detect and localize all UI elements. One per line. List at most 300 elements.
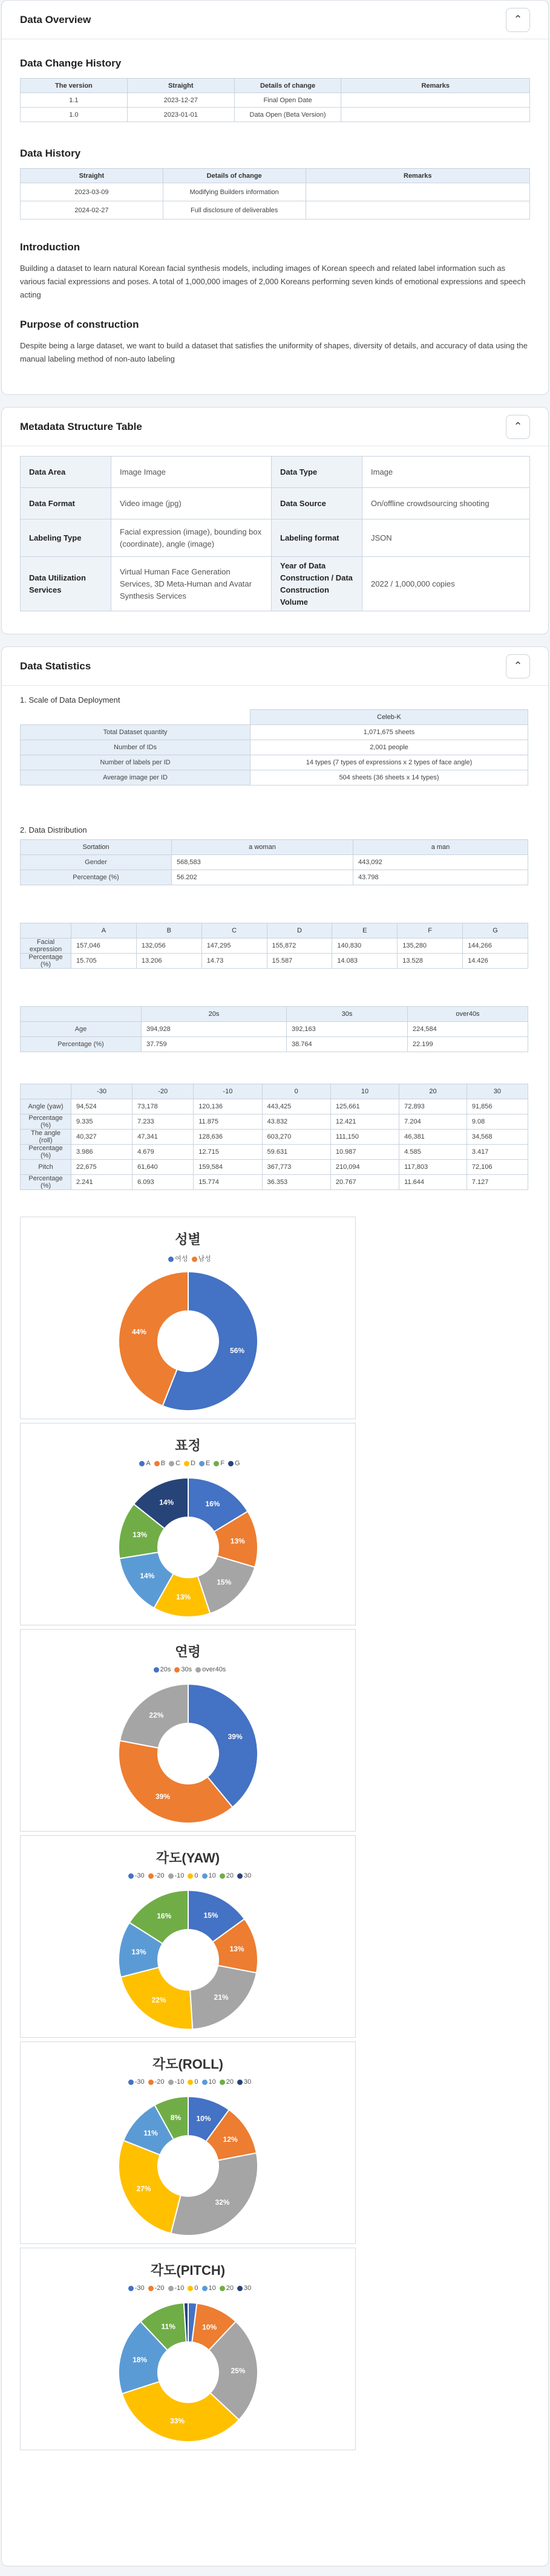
- donut-chart-card: [20, 2248, 356, 2450]
- cell: 2024-02-27: [21, 201, 163, 220]
- cell: 147,295: [201, 938, 267, 954]
- slice-label: 22%: [149, 1711, 164, 1720]
- cell: 159,584: [194, 1160, 262, 1175]
- table-row: [21, 1175, 528, 1190]
- legend-label: -10: [174, 1872, 185, 1879]
- donut-chart: [113, 2090, 264, 2242]
- legend-label: 30: [244, 2285, 252, 2292]
- meta-key: Labeling Type: [21, 519, 111, 557]
- col-header: [21, 1084, 71, 1099]
- table-row: [21, 755, 528, 770]
- cell: 40,327: [71, 1130, 133, 1145]
- cell: 394,928: [142, 1022, 287, 1037]
- col-header: Celeb-K: [250, 710, 528, 725]
- cell: 224,584: [408, 1022, 528, 1037]
- row-label: Number of IDs: [21, 740, 250, 755]
- cell: 13.528: [398, 954, 463, 969]
- slice-label: 8%: [170, 2113, 182, 2122]
- meta-value: JSON: [362, 519, 530, 557]
- legend-swatch: [188, 2286, 193, 2291]
- cell: 6.093: [133, 1175, 194, 1190]
- cell: 34,568: [467, 1130, 528, 1145]
- col-header: A: [71, 923, 137, 938]
- chart-legend: [21, 1254, 355, 1263]
- legend-swatch: [237, 1873, 243, 1879]
- cell: 91,856: [467, 1099, 528, 1114]
- meta-value: Facial expression (image), bounding box (coordinate), angle (image): [111, 519, 272, 557]
- table-row: [21, 1099, 528, 1114]
- legend-label: 10: [208, 1872, 216, 1879]
- legend-swatch: [188, 2080, 193, 2085]
- cell: 155,872: [267, 938, 332, 954]
- legend-swatch: [168, 1257, 174, 1262]
- table-row: [21, 1130, 528, 1145]
- chart-title: 각도(ROLL): [152, 2057, 224, 2072]
- cell: [306, 183, 530, 201]
- row-label: Number of labels per ID: [21, 755, 250, 770]
- col-header: a man: [353, 840, 528, 855]
- intro-heading: Introduction: [20, 241, 80, 253]
- cell: 125,661: [330, 1099, 399, 1114]
- legend-swatch: [202, 2080, 208, 2085]
- slice-label: 16%: [157, 1911, 172, 1921]
- cell: 111,150: [330, 1130, 399, 1145]
- cell: 367,773: [262, 1160, 330, 1175]
- slice-label: 16%: [205, 1500, 220, 1509]
- table-row: [21, 855, 528, 870]
- cell: 12.715: [194, 1145, 262, 1160]
- cell: 38.764: [287, 1037, 408, 1052]
- row-label: Percentage (%): [21, 1037, 142, 1052]
- legend-swatch: [199, 1461, 205, 1466]
- meta-key: Labeling format: [272, 519, 362, 557]
- table-row: [21, 938, 528, 954]
- donut-chart: [113, 1472, 264, 1623]
- legend-swatch: [192, 1257, 197, 1262]
- cell: 120,136: [194, 1099, 262, 1114]
- meta-key: Data Source: [272, 488, 362, 519]
- table-row: [21, 770, 528, 785]
- scale-label: 1. Scale of Data Deployment: [20, 695, 120, 704]
- meta-key: Data Type: [272, 457, 362, 488]
- intro-text: Building a dataset to learn natural Korean facial synthesis models, including images of Korean speech and related label information such as various facial expressions and poses. A total of 1,000,000 images of 2,000 Koreans performing seven kinds of emotional expressions and speech acting: [20, 264, 526, 299]
- legend-label: -30: [134, 1872, 145, 1879]
- cell: 14.083: [332, 954, 398, 969]
- row-label: Percentage (%): [21, 1145, 71, 1160]
- legend-swatch: [168, 2286, 174, 2291]
- meta-value: On/offline crowdsourcing shooting: [362, 488, 530, 519]
- cell: 2,001 people: [250, 740, 528, 755]
- cell: 140,830: [332, 938, 398, 954]
- slice-label: 15%: [217, 1578, 232, 1587]
- legend-label: 남성: [198, 1255, 211, 1263]
- col-header: a woman: [172, 840, 353, 855]
- legend-label: 10: [208, 2285, 216, 2292]
- col-header: 20: [399, 1084, 467, 1099]
- legend-swatch: [148, 2286, 154, 2291]
- table-row: [21, 183, 530, 201]
- legend-label: -10: [174, 2078, 185, 2086]
- meta-key: Data Area: [21, 457, 111, 488]
- legend-label: -10: [174, 2285, 185, 2292]
- table-row: [21, 1114, 528, 1130]
- col-header: Details of change: [163, 169, 306, 183]
- col-header: 30: [467, 1084, 528, 1099]
- row-label: Pitch: [21, 1160, 71, 1175]
- cell: 46,381: [399, 1130, 467, 1145]
- angle-table: [20, 1084, 528, 1190]
- cell: 14.73: [201, 954, 267, 969]
- legend-label: B: [160, 1460, 166, 1467]
- legend-label: 0: [194, 1872, 198, 1879]
- table-row: [21, 1022, 528, 1037]
- donut-chart: [113, 1266, 264, 1417]
- legend-label: 0: [194, 2285, 198, 2292]
- statistics-panel: [1, 646, 549, 2566]
- legend-swatch: [174, 1667, 180, 1673]
- age-table: [20, 1006, 528, 1052]
- meta-value: Virtual Human Face Generation Services, 3D Meta-Human and Avatar Synthesis Services: [111, 557, 272, 611]
- cell: 22.199: [408, 1037, 528, 1052]
- scale-table: [20, 709, 528, 785]
- cell: 43.832: [262, 1114, 330, 1130]
- slice-label: 14%: [159, 1498, 174, 1507]
- legend-label: -20: [154, 2285, 165, 2292]
- cell: 9.08: [467, 1114, 528, 1130]
- table-row: [21, 108, 530, 122]
- cell: 117,803: [399, 1160, 467, 1175]
- collapse-chevron-icon[interactable]: ⌃: [506, 415, 530, 439]
- data-history-heading: Data History: [20, 148, 81, 159]
- row-label: Percentage (%): [21, 1175, 71, 1190]
- donut-chart-card: [20, 2041, 356, 2244]
- legend-label: 여성: [175, 1255, 188, 1263]
- cell: 504 sheets (36 sheets x 14 types): [250, 770, 528, 785]
- table-row: [21, 1145, 528, 1160]
- table-row: [21, 201, 530, 220]
- cell: [341, 108, 530, 122]
- slice-label: 32%: [215, 2198, 230, 2207]
- cell: 72,106: [467, 1160, 528, 1175]
- overview-panel: [1, 0, 549, 395]
- change-history-heading: Data Change History: [20, 57, 122, 69]
- table-row: [21, 740, 528, 755]
- cell: 12.421: [330, 1114, 399, 1130]
- cell: 443,425: [262, 1099, 330, 1114]
- cell: 1.0: [21, 108, 128, 122]
- cell: 2023-12-27: [127, 93, 234, 108]
- chart-legend: [21, 1666, 355, 1673]
- col-header: 20s: [142, 1007, 287, 1022]
- cell: 15.774: [194, 1175, 262, 1190]
- legend-swatch: [202, 1873, 208, 1879]
- cell: 15.705: [71, 954, 137, 969]
- slice-label: 21%: [214, 1992, 229, 2002]
- cell: 14 types (7 types of expressions x 2 types of face angle): [250, 755, 528, 770]
- col-header: -30: [71, 1084, 133, 1099]
- cell: 4.585: [399, 1145, 467, 1160]
- legend-swatch: [237, 2080, 243, 2085]
- distribution-label: 2. Data Distribution: [20, 825, 87, 834]
- cell: 37.759: [142, 1037, 287, 1052]
- cell: 2023-01-01: [127, 108, 234, 122]
- cell: Modifying Builders information: [163, 183, 306, 201]
- table-row: [21, 519, 530, 557]
- slice-label: 12%: [223, 2135, 238, 2144]
- chart-title: 각도(YAW): [156, 1850, 220, 1865]
- cell: 73,178: [133, 1099, 194, 1114]
- row-label: Angle (yaw): [21, 1099, 71, 1114]
- row-label: Total Dataset quantity: [21, 725, 250, 740]
- metadata-table: [20, 456, 530, 611]
- slice-label: 39%: [228, 1732, 243, 1742]
- gender-table: [20, 839, 528, 885]
- slice-label: 10%: [196, 2114, 211, 2123]
- legend-label: 20s: [160, 1666, 171, 1673]
- collapse-chevron-icon[interactable]: ⌃: [506, 654, 530, 678]
- row-label: Facial expression: [21, 938, 71, 954]
- col-header: Remarks: [306, 169, 530, 183]
- donut-chart: [113, 2297, 264, 2448]
- cell: 157,046: [71, 938, 137, 954]
- legend-label: F: [220, 1460, 225, 1467]
- metadata-header[interactable]: [2, 408, 548, 446]
- metadata-title: Metadata Structure Table: [20, 420, 142, 432]
- cell: Full disclosure of deliverables: [163, 201, 306, 220]
- donut-chart-card: [20, 1423, 356, 1625]
- legend-swatch: [220, 1873, 225, 1879]
- donut-chart-card: [20, 1217, 356, 1419]
- cell: [341, 93, 530, 108]
- slice-label: 22%: [151, 1995, 166, 2005]
- slice-label: 11%: [143, 2129, 158, 2138]
- col-header: over40s: [408, 1007, 528, 1022]
- col-header: F: [398, 923, 463, 938]
- row-label: Percentage (%): [21, 870, 172, 885]
- cell: 14.426: [463, 954, 528, 969]
- legend-swatch: [184, 1461, 189, 1466]
- col-header: -10: [194, 1084, 262, 1099]
- cell: 36.353: [262, 1175, 330, 1190]
- legend-label: C: [175, 1460, 181, 1467]
- donut-chart: [113, 1884, 264, 2035]
- slice-label: 56%: [230, 1346, 245, 1355]
- legend-label: A: [146, 1460, 151, 1467]
- cell: 20.767: [330, 1175, 399, 1190]
- data-history-table: [20, 168, 530, 220]
- col-header: The version: [21, 79, 128, 93]
- chart-title: 각도(PITCH): [150, 2263, 226, 2278]
- cell: 15.587: [267, 954, 332, 969]
- legend-label: D: [191, 1460, 195, 1467]
- col-header: [21, 923, 71, 938]
- cell: 2.241: [71, 1175, 133, 1190]
- metadata-panel: [1, 407, 549, 634]
- legend-label: 20: [226, 2285, 234, 2292]
- col-header: 30s: [287, 1007, 408, 1022]
- donut-slice: [171, 2153, 258, 2236]
- expression-table: [20, 923, 528, 969]
- table-row: [21, 725, 528, 740]
- chart-legend: [21, 2285, 355, 2292]
- cell: 568,583: [172, 855, 353, 870]
- row-label: Percentage (%): [21, 954, 71, 969]
- table-row: [21, 1037, 528, 1052]
- legend-swatch: [154, 1667, 159, 1673]
- col-header: 10: [330, 1084, 399, 1099]
- table-row: [21, 488, 530, 519]
- cell: 128,636: [194, 1130, 262, 1145]
- donut-chart-card: [20, 1629, 356, 1832]
- legend-label: -30: [134, 2078, 145, 2086]
- meta-value: 2022 / 1,000,000 copies: [362, 557, 530, 611]
- overview-title: Data Overview: [20, 13, 91, 25]
- chart-title: 표정: [175, 1438, 201, 1453]
- col-header: C: [201, 923, 267, 938]
- cell: 7.233: [133, 1114, 194, 1130]
- slice-label: 13%: [230, 1537, 245, 1546]
- legend-label: 30: [244, 1872, 252, 1879]
- col-header: E: [332, 923, 398, 938]
- legend-swatch: [168, 1873, 174, 1879]
- row-label: Average image per ID: [21, 770, 250, 785]
- col-header: Straight: [127, 79, 234, 93]
- legend-swatch: [220, 2286, 225, 2291]
- slice-label: 44%: [131, 1327, 146, 1336]
- cell: 10.987: [330, 1145, 399, 1160]
- col-header: Sortation: [21, 840, 172, 855]
- cell: Final Open Date: [234, 93, 341, 108]
- legend-label: 20: [226, 2078, 234, 2086]
- cell: 11.644: [399, 1175, 467, 1190]
- col-header: Straight: [21, 169, 163, 183]
- legend-label: 0: [194, 2078, 198, 2086]
- purpose-heading: Purpose of construction: [20, 319, 139, 330]
- slice-label: 13%: [131, 1948, 146, 1957]
- cell: 43.798: [353, 870, 528, 885]
- slice-label: 27%: [136, 2184, 151, 2193]
- cell: 22,675: [71, 1160, 133, 1175]
- cell: 56.202: [172, 870, 353, 885]
- cell: 1.1: [21, 93, 128, 108]
- cell: 4.679: [133, 1145, 194, 1160]
- cell: 144,266: [463, 938, 528, 954]
- slice-label: 15%: [203, 1911, 218, 1920]
- legend-swatch: [148, 2080, 154, 2085]
- slice-label: 39%: [155, 1792, 171, 1801]
- legend-swatch: [148, 1873, 154, 1879]
- cell: 13.206: [136, 954, 201, 969]
- meta-key: Data Format: [21, 488, 111, 519]
- cell: 7.204: [399, 1114, 467, 1130]
- col-header: -20: [133, 1084, 194, 1099]
- legend-label: 30s: [181, 1666, 192, 1673]
- legend-swatch: [220, 2080, 225, 2085]
- cell: [306, 201, 530, 220]
- cell: 61,640: [133, 1160, 194, 1175]
- cell: Data Open (Beta Version): [234, 108, 341, 122]
- legend-swatch: [228, 1461, 234, 1466]
- slice-label: 13%: [133, 1530, 148, 1540]
- table-row: [21, 557, 530, 611]
- chart-legend: [21, 1460, 355, 1467]
- slice-label: 33%: [169, 2416, 185, 2425]
- row-label: Gender: [21, 855, 172, 870]
- table-row: [21, 93, 530, 108]
- meta-key: Year of Data Construction / Data Construction Volume: [272, 557, 362, 611]
- cell: 3.417: [467, 1145, 528, 1160]
- table-row: [21, 457, 530, 488]
- donut-chart: [113, 1678, 264, 1829]
- col-header: G: [463, 923, 528, 938]
- table-row: [21, 954, 528, 969]
- chart-legend: [21, 2078, 355, 2086]
- legend-label: 30: [244, 2078, 252, 2086]
- cell: 3.986: [71, 1145, 133, 1160]
- chart-column: [20, 1206, 530, 2450]
- legend-label: -20: [154, 2078, 165, 2086]
- row-label: Percentage (%): [21, 1114, 71, 1130]
- slice-label: 18%: [133, 2355, 148, 2364]
- legend-label: E: [205, 1460, 211, 1467]
- legend-swatch: [237, 2286, 243, 2291]
- legend-swatch: [128, 1873, 134, 1879]
- meta-value: Image Image: [111, 457, 272, 488]
- legend-label: over40s: [202, 1666, 226, 1673]
- chart-title: 연령: [175, 1644, 201, 1659]
- purpose-text: Despite being a large dataset, we want to build a dataset that satisfies the uniformity of shapes, diversity of details, and accuracy of data using the manual labeling method of non-auto labeling: [20, 341, 528, 363]
- cell: 443,092: [353, 855, 528, 870]
- slice-label: 13%: [229, 1945, 244, 1954]
- cell: 210,094: [330, 1160, 399, 1175]
- legend-swatch: [154, 1461, 160, 1466]
- cell: 7.127: [467, 1175, 528, 1190]
- slice-label: 13%: [176, 1593, 191, 1602]
- col-header: [21, 1007, 142, 1022]
- cell: 135,280: [398, 938, 463, 954]
- chart-title: 성별: [175, 1232, 201, 1247]
- legend-swatch: [202, 2286, 208, 2291]
- cell: 72,893: [399, 1099, 467, 1114]
- table-row: [21, 870, 528, 885]
- donut-chart-card: [20, 1835, 356, 2038]
- legend-label: 20: [226, 1872, 234, 1879]
- meta-value: Image: [362, 457, 530, 488]
- overview-header[interactable]: [2, 1, 548, 39]
- statistics-header[interactable]: [2, 647, 548, 686]
- cell: 59.631: [262, 1145, 330, 1160]
- slice-label: 10%: [202, 2323, 217, 2332]
- cell: 11.875: [194, 1114, 262, 1130]
- legend-label: 10: [208, 2078, 216, 2086]
- cell: 132,056: [136, 938, 201, 954]
- cell: 1,071,675 sheets: [250, 725, 528, 740]
- chart-legend: [21, 1872, 355, 1879]
- collapse-chevron-icon[interactable]: ⌃: [506, 8, 530, 32]
- legend-label: -20: [154, 1872, 165, 1879]
- legend-swatch: [214, 1461, 219, 1466]
- legend-swatch: [169, 1461, 174, 1466]
- slice-label: 14%: [140, 1572, 155, 1581]
- cell: 392,163: [287, 1022, 408, 1037]
- slice-label: 25%: [231, 2366, 246, 2375]
- legend-swatch: [128, 2286, 134, 2291]
- legend-label: -30: [134, 2285, 145, 2292]
- cell: 2023-03-09: [21, 183, 163, 201]
- statistics-title: Data Statistics: [20, 660, 91, 672]
- row-label: Age: [21, 1022, 142, 1037]
- col-header: Details of change: [234, 79, 341, 93]
